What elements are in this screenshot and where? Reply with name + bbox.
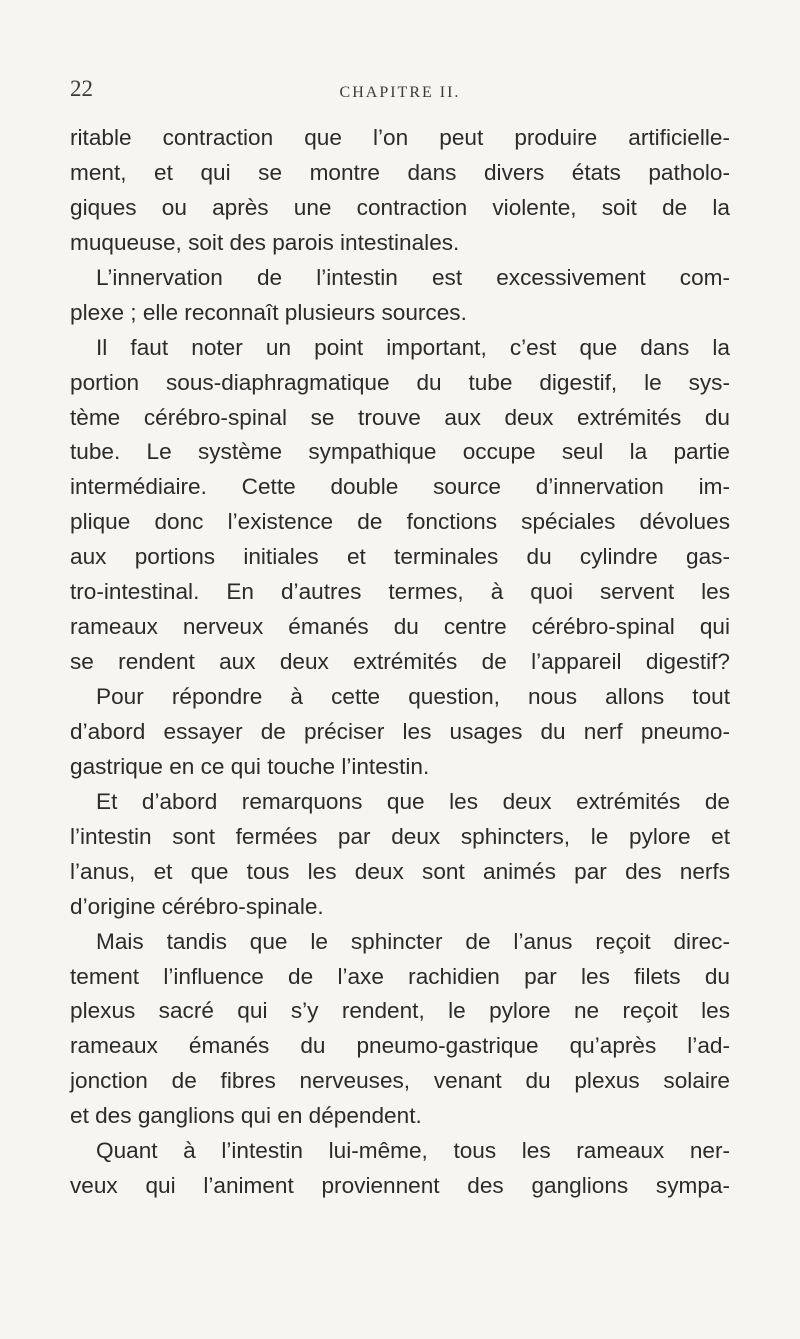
text-line: intermédiaire. Cette double source d’innervation im- [70,474,730,500]
text-line: portion sous-diaphragmatique du tube digestif, le sys- [70,369,730,395]
running-head: CHAPITRE II. [339,84,461,101]
text-line: L’innervation de l’intestin est excessivement com- [96,264,730,290]
text-line: plexus sacré qui s’y rendent, le pylore ne reçoit les [70,998,730,1024]
text-line: tube. Le système sympathique occupe seul la partie [70,439,730,465]
text-line: muqueuse, soit des parois intestinales. [70,229,460,255]
text-line: Pour répondre à cette question, nous allons tout [96,684,730,709]
text-line: l’intestin sont fermées par deux sphincters, le pylore et [70,823,730,849]
text-line: ritable contraction que l’on peut produire artificielle- [70,125,730,150]
text-line: Et d’abord remarquons que les deux extrémités de [96,788,730,814]
text-line: l’anus, et que tous les deux sont animés par des nerfs [70,858,730,884]
text-line: aux portions initiales et terminales du cylindre gas- [70,544,730,570]
text-line: d’abord essayer de préciser les usages du nerf pneumo- [70,718,730,744]
text-line: Quant à l’intestin lui-même, tous les rameaux ner- [96,1138,730,1164]
text-line: se rendent aux deux extrémités de l’appareil digestif? [70,649,730,675]
text-line: jonction de fibres nerveuses, venant du plexus solaire [70,1068,730,1094]
text-line: gastrique en ce qui touche l’intestin. [70,753,430,779]
text-line: d’origine cérébro-spinale. [70,893,324,919]
body-text [70,121,730,1204]
text-line: tement l’influence de l’axe rachidien par les filets du [70,963,730,989]
text-line: tro-intestinal. En d’autres termes, à quoi servent les [70,579,730,605]
text-line: giques ou après une contraction violente, soit de la [70,194,730,220]
text-line: Il faut noter un point important, c’est que dans la [96,334,730,360]
text-line: rameaux nerveux émanés du centre cérébro-spinal qui [70,614,730,640]
text-line: Mais tandis que le sphincter de l’anus reçoit direc- [96,928,730,954]
text-line: plique donc l’existence de fonctions spéciales dévolues [70,509,730,535]
text-line: tème cérébro-spinal se trouve aux deux extrémités du [70,404,730,430]
text-line: rameaux émanés du pneumo-gastrique qu’après l’ad- [70,1033,730,1059]
text-line: et des ganglions qui en dépendent. [70,1103,422,1129]
page-header [70,78,730,108]
page-number: 22 [70,76,93,101]
text-line: plexe ; elle reconnaît plusieurs sources. [70,299,467,325]
text-line: veux qui l’animent proviennent des ganglions sympa- [70,1173,730,1199]
text-line: ment, et qui se montre dans divers états patholo- [70,159,730,185]
